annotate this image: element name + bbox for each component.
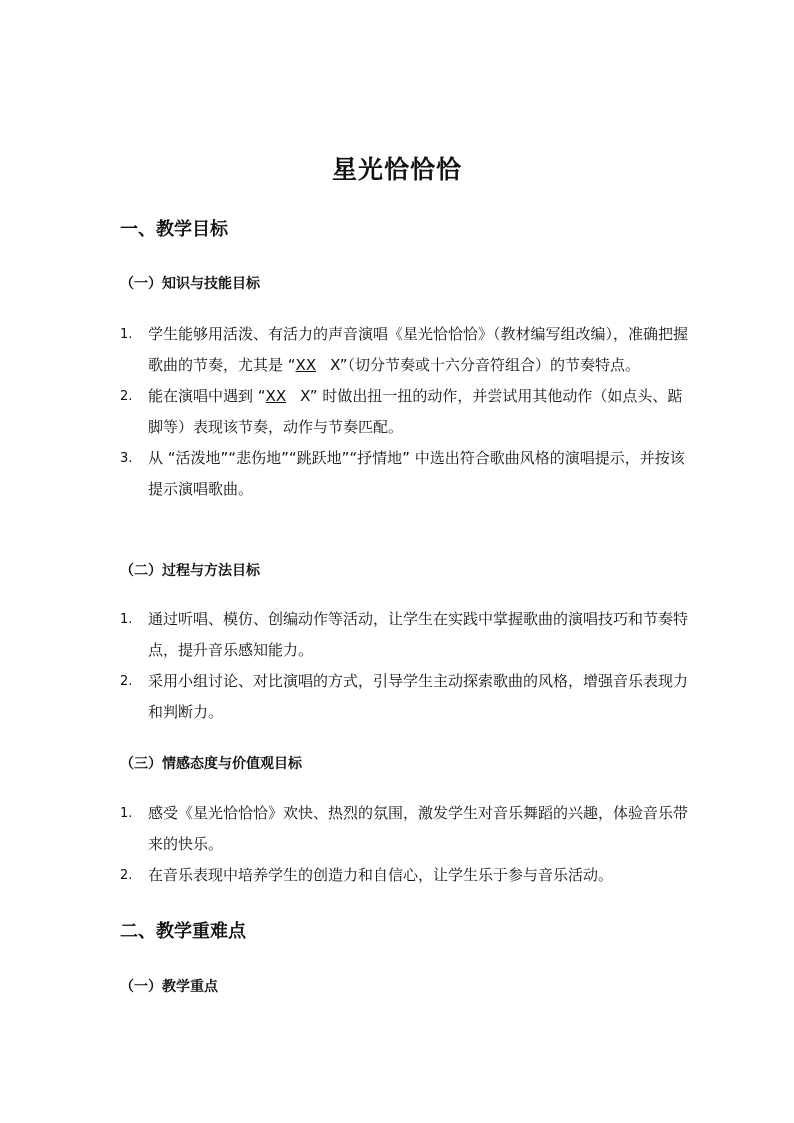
section-heading-key-difficulties: 二、教学重难点 — [120, 921, 246, 942]
list-item — [120, 381, 690, 443]
list-number: 2. — [120, 389, 133, 404]
process-methods-list — [120, 604, 690, 728]
list-text: 在音乐表现中培养学生的创造力和自信心，让学生乐于参与音乐活动。 — [148, 866, 614, 884]
rhythm-underlined: XX — [295, 356, 317, 374]
list-item — [120, 860, 690, 891]
list-item — [120, 443, 690, 505]
list-text: 能在演唱中遇到 “ — [148, 387, 266, 405]
list-text: 学生能够用活泼、有活力的声音演唱《星光恰恰恰》（教材编写组改编），准确把握歌曲的节奏，尤其是 “ — [148, 325, 689, 374]
list-number: 1. — [120, 806, 133, 821]
section-heading-teaching-goals: 一、教学目标 — [120, 219, 228, 240]
emotion-values-list — [120, 798, 690, 891]
subsection-heading-knowledge-skills: （一）知识与技能目标 — [120, 276, 260, 292]
rhythm-underlined: XX — [265, 387, 287, 405]
list-number: 2. — [120, 868, 133, 883]
list-text: 采用小组讨论、对比演唱的方式，引导学生主动探索歌曲的风格，增强音乐表现力和判断力。 — [148, 672, 689, 721]
list-text: 从 “活泼地”“悲伤地”“跳跃地”“抒情地” 中选出符合歌曲风格的演唱提示，并按该提示演唱歌曲。 — [148, 449, 685, 498]
list-item — [120, 604, 690, 666]
document-title: 星光恰恰恰 — [331, 155, 462, 184]
list-number: 1. — [120, 327, 133, 342]
list-text: 通过听唱、模仿、创编动作等活动，让学生在实践中掌握歌曲的演唱技巧和节奏特点，提升音乐感知能力。 — [148, 610, 689, 659]
subsection-heading-process-methods: （二）过程与方法目标 — [120, 563, 260, 579]
knowledge-skills-list — [120, 319, 690, 505]
subsection-heading-emotion-values: （三）情感态度与价值观目标 — [120, 756, 302, 772]
list-number: 1. — [120, 612, 133, 627]
list-text-cont: X” 时做出扭一扭的动作，并尝试用其他动作（如点头、踮脚等）表现该节奏，动作与节奏匹配。 — [148, 387, 683, 436]
subsection-heading-teaching-focus: （一）教学重点 — [120, 979, 218, 995]
list-number: 2. — [120, 674, 133, 689]
list-text-cont: X”（切分节奏或十六分音符组合）的节奏特点。 — [330, 356, 641, 374]
list-text: 感受《星光恰恰恰》欢快、热烈的氛围，激发学生对音乐舞蹈的兴趣，体验音乐带来的快乐。 — [148, 804, 689, 853]
list-item — [120, 666, 690, 728]
list-number: 3. — [120, 451, 133, 466]
list-item — [120, 798, 690, 860]
list-item — [120, 319, 690, 381]
